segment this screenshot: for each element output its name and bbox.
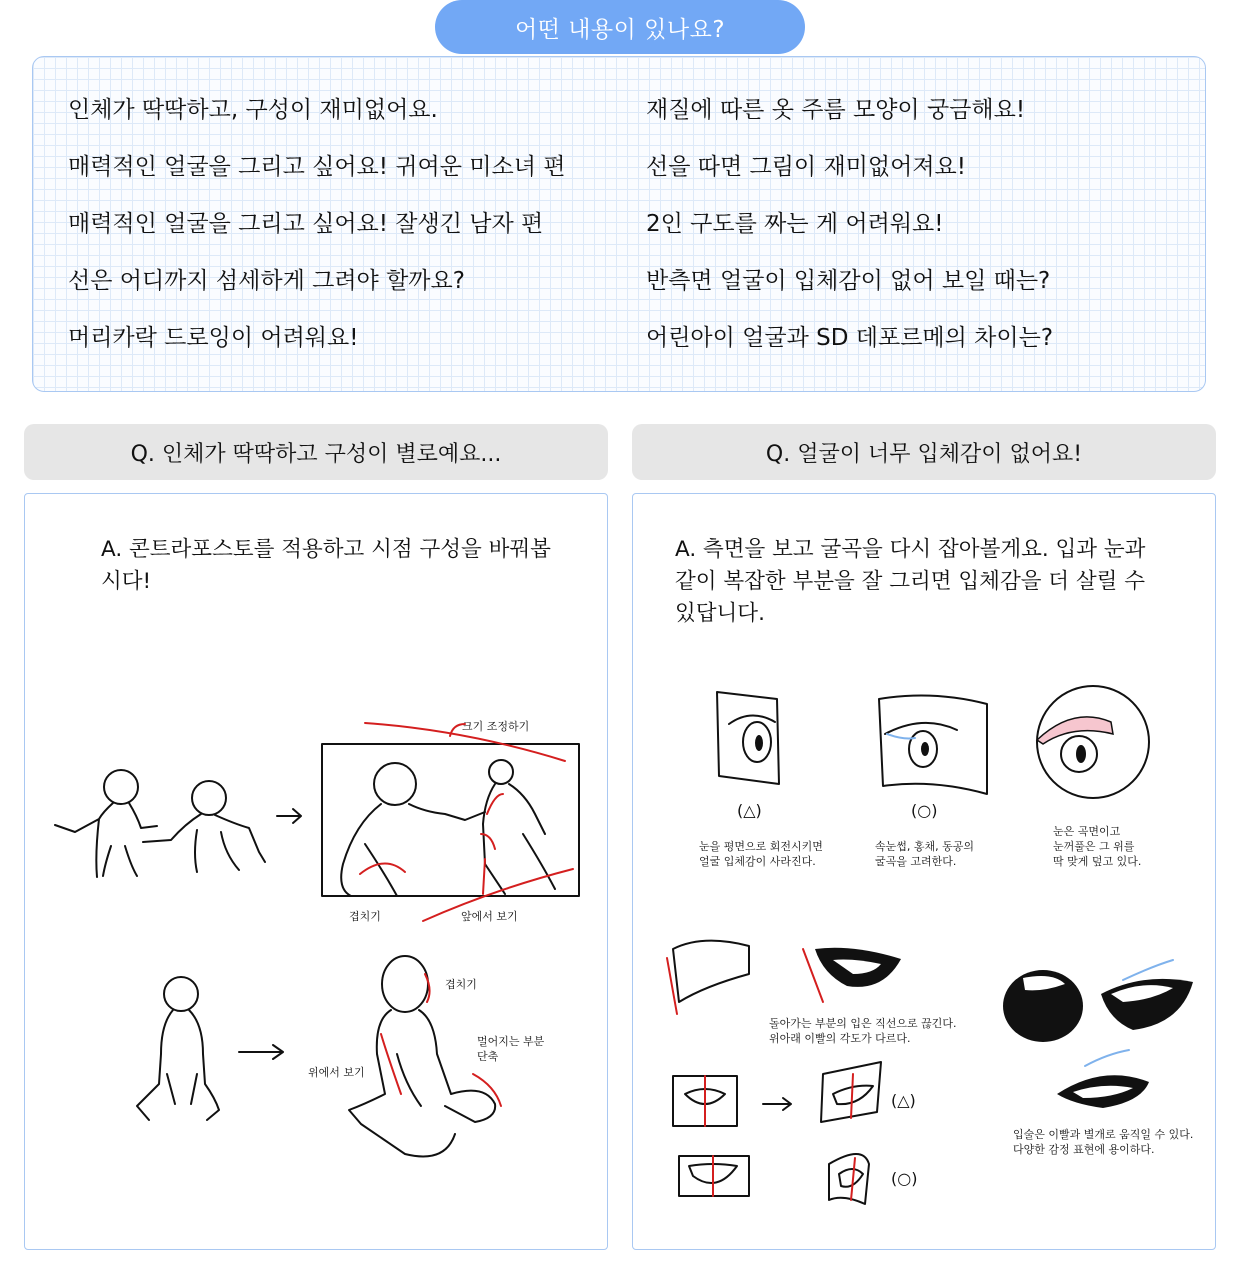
question-text: Q. 인체가 딱딱하고 구성이 별로예요...: [130, 441, 502, 467]
arrow-icon: [239, 1045, 283, 1059]
topic-item: 선은 어디까지 섬세하게 그려야 할까요?: [68, 268, 465, 294]
arrow-icon: [277, 809, 301, 823]
body-illustration: [25, 494, 609, 1251]
section-title: 어떤 내용이 있나요?: [514, 16, 726, 43]
answer-panel-body: [24, 493, 608, 1250]
label-front-view: 앞에서 보기: [461, 910, 518, 923]
question-header-body: [24, 424, 608, 480]
topic-item: 인체가 딱딱하고, 구성이 재미없어요.: [68, 97, 438, 123]
mark-good: (○): [891, 1169, 918, 1188]
topic-item: 머리카락 드로잉이 어려워요!: [68, 325, 359, 351]
label-far-part: 멀어지는 부분 단축: [477, 1035, 545, 1063]
topic-item: 매력적인 얼굴을 그리고 싶어요! 잘생긴 남자 편: [68, 211, 544, 237]
mouth-expression-sketch: [1003, 960, 1193, 1108]
eyeball-sketch: [1037, 686, 1149, 798]
caption-eyeball: 눈은 곡면이고 눈꺼풀은 그 위를 딱 맞게 덮고 있다.: [1053, 825, 1142, 868]
composed-figures-sketch: [322, 723, 579, 921]
topic-item: 선을 따면 그림이 재미없어져요!: [646, 154, 966, 180]
answer-panel-face: [632, 493, 1216, 1250]
mark-bad: (△): [737, 801, 762, 820]
question-text: Q. 얼굴이 너무 입체감이 없어요!: [765, 441, 1083, 467]
flat-eye-sketch: [717, 692, 779, 784]
topic-item: 매력적인 얼굴을 그리고 싶어요! 귀여운 미소녀 편: [68, 154, 566, 180]
caption-eye-curve: 속눈썹, 홍채, 동공의 굴곡을 고려한다.: [875, 840, 974, 868]
label-resize: 크기 조정하기: [462, 720, 530, 733]
stiff-figures-sketch: [55, 770, 265, 877]
topic-item: 반측면 얼굴이 입체감이 없어 보일 때는?: [646, 268, 1051, 294]
answer-text: A. 콘트라포스토를 적용하고 시점 구성을 바꿔봅시다!: [101, 537, 551, 594]
topic-item: 2인 구도를 짜는 게 어려워요!: [646, 211, 944, 237]
section-title-pill: [435, 0, 805, 54]
caption-mouth-side: 돌아가는 부분의 입은 직선으로 끊긴다. 위아래 이빨의 각도가 다르다.: [769, 1017, 957, 1045]
label-top-view: 위에서 보기: [308, 1066, 365, 1079]
label-overlap: 겹치기: [349, 910, 381, 923]
label-overlap-2: 겹치기: [445, 978, 477, 991]
topic-item: 재질에 따른 옷 주름 모양이 궁금해요!: [646, 97, 1026, 123]
mouth-side-sketch: [667, 941, 901, 1014]
mark-bad: (△): [891, 1091, 916, 1110]
curved-eye-sketch: [879, 695, 987, 794]
answer-text: A. 측면을 보고 굴곡을 다시 잡아볼게요. 입과 눈과 같이 복잡한 부분을 잘 그리면 입체감을 더 살릴 수 있답니다.: [675, 537, 1146, 626]
topic-item: 어린아이 얼굴과 SD 데포르메의 차이는?: [646, 325, 1054, 351]
question-header-face: [632, 424, 1216, 480]
mark-good: (○): [911, 801, 938, 820]
kneeling-figure-sketch: [137, 977, 219, 1120]
caption-mouth-lips: 입술은 이빨과 별개로 움직일 수 있다. 다양한 감정 표현에 용이하다.: [1013, 1128, 1194, 1156]
caption-eye-flat: 눈을 평면으로 회전시키면 얼굴 입체감이 사라진다.: [699, 840, 823, 868]
mouth-comparison-sketch: [673, 1062, 881, 1204]
